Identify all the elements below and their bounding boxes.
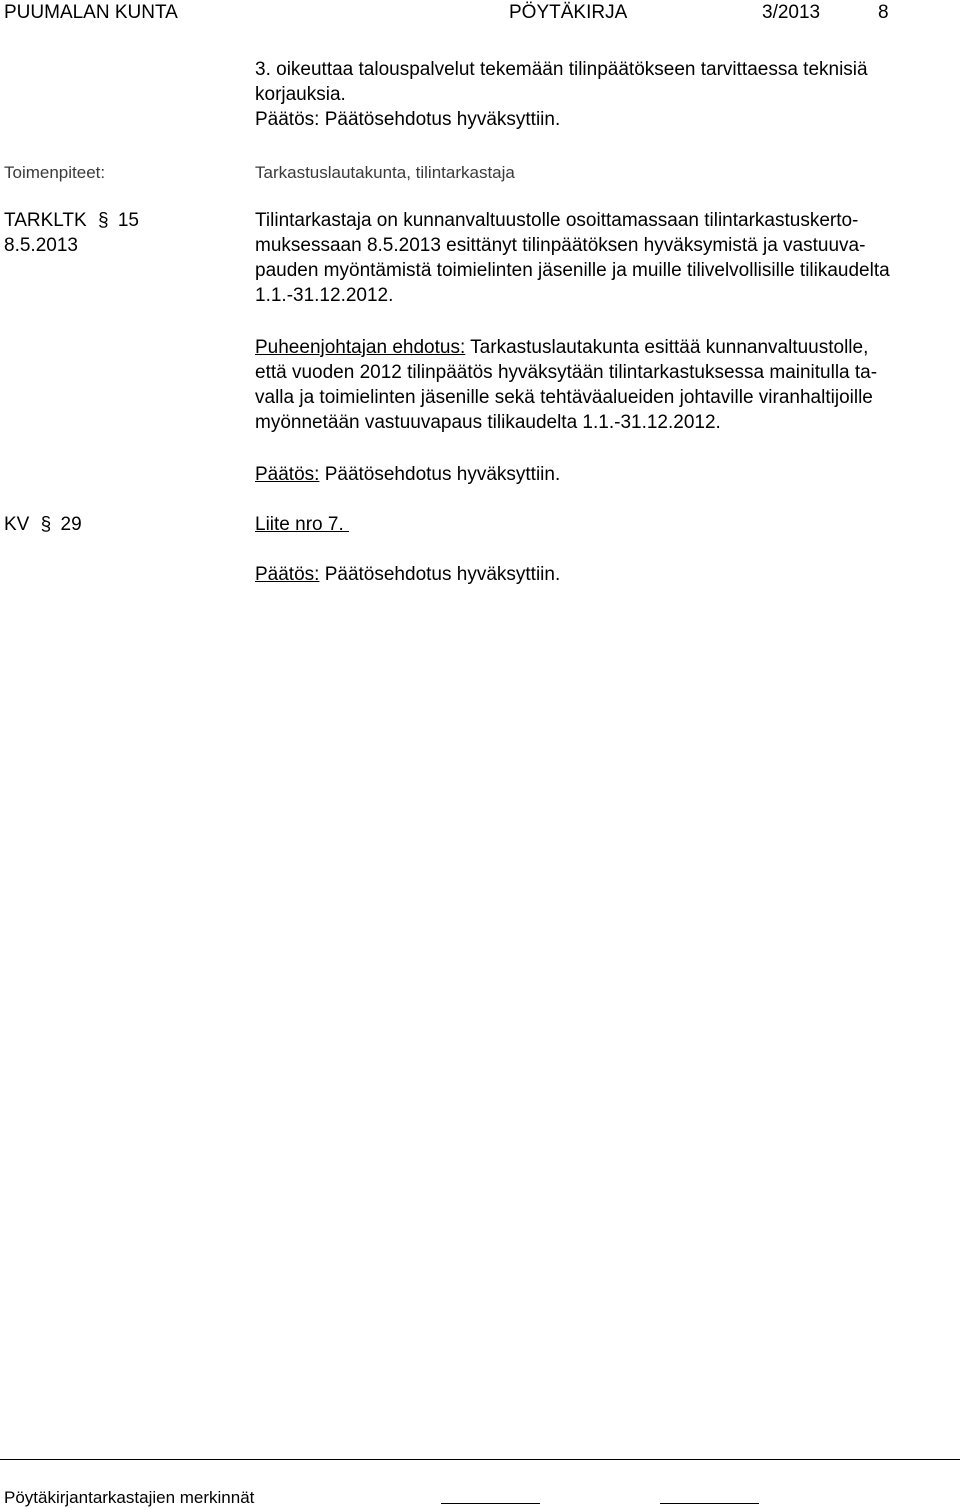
tarkltk-text-line: pauden myöntämistä toimielinten jäsenille ja muille tilivelvollisille tilikaudelta	[255, 260, 890, 281]
reviewers-label: Pöytäkirjantarkastajien merkinnät	[4, 1488, 255, 1507]
decision-label: Päätös:	[255, 464, 320, 485]
proposal-line: että vuoden 2012 tilinpäätös hyväksytään tilintarkastuksessa mainitulla ta-	[255, 362, 878, 383]
tarkltk-reference	[4, 208, 139, 233]
footer-divider	[0, 1459, 960, 1460]
tarkltk-text-line: 1.1.-31.12.2012.	[255, 285, 394, 306]
signature-line-2	[660, 1503, 759, 1504]
section-symbol-icon: §	[97, 210, 109, 231]
header-doc-number: 3/2013	[762, 2, 821, 23]
proposal-line: myönnetään vastuuvapaus tilikaudelta 1.1.-31.12.2012.	[255, 412, 721, 433]
proposal-line: valla ja toimielinten jäsenille sekä tehtäväalueiden johtaville viranhaltijoille	[255, 387, 873, 408]
tarkltk-date: 8.5.2013	[4, 235, 78, 256]
decision-text: Päätösehdotus hyväksyttiin.	[319, 564, 561, 585]
tarkltk-ref: TARKLTK	[4, 210, 87, 231]
proposal-first-line: Tarkastuslautakunta esittää kunnanvaltuustolle,	[465, 337, 869, 358]
item3-line2: korjauksia.	[255, 84, 346, 105]
header-page-number: 8	[878, 2, 889, 23]
decision-label: Päätös:	[255, 564, 320, 585]
kv-section-number: 29	[60, 514, 82, 535]
tarkltk-decision	[255, 462, 560, 487]
attachment-link[interactable]: Liite nro 7.	[255, 514, 349, 535]
item3-line1: 3. oikeuttaa talouspalvelut tekemään tilinpäätökseen tarvittaessa teknisiä	[255, 59, 868, 80]
kv-decision	[255, 562, 560, 587]
header-municipality: PUUMALAN KUNTA	[4, 2, 178, 23]
tarkltk-body	[255, 208, 960, 308]
kv-reference	[4, 512, 82, 537]
tarkltk-text-line: muksessaan 8.5.2013 esittänyt tilinpäätöksen hyväksymistä ja vastuuva-	[255, 235, 866, 256]
section-symbol-icon: §	[40, 514, 52, 535]
chair-proposal	[255, 335, 960, 435]
header-doc-type: PÖYTÄKIRJA	[509, 2, 628, 23]
previous-decision: Päätös: Päätösehdotus hyväksyttiin.	[255, 109, 561, 130]
proposal-label: Puheenjohtajan ehdotus:	[255, 337, 466, 358]
decision-text: Päätösehdotus hyväksyttiin.	[319, 464, 561, 485]
previous-item-continuation	[255, 57, 960, 132]
tarkltk-text-line: Tilintarkastaja on kunnanvaltuustolle osoittamassaan tilintarkastuskerto-	[255, 210, 859, 231]
tarkltk-section-number: 15	[117, 210, 139, 231]
actions-label: Toimenpiteet:	[4, 163, 106, 182]
signature-line-1	[441, 1503, 540, 1504]
kv-ref: KV	[4, 514, 30, 535]
actions-value: Tarkastuslautakunta, tilintarkastaja	[255, 163, 515, 182]
